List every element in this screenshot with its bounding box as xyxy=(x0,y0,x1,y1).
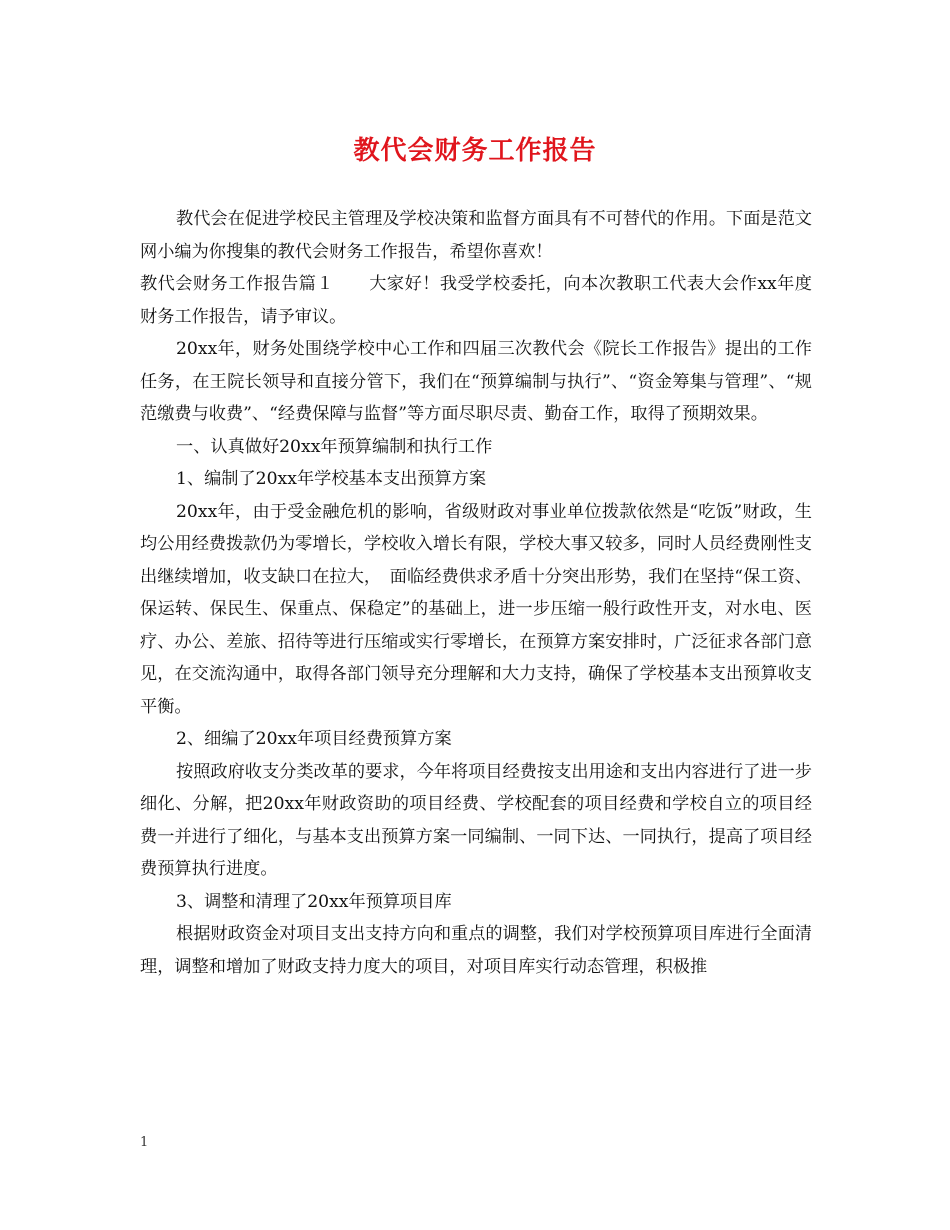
section-heading: 一、认真做好20xx年预算编制和执行工作 xyxy=(176,436,493,457)
paragraph: 20xx年，财务处围绕学校中心工作和四届三次教代会《院长工作报告》提出的工作任务，在王院长领导和直接分管下，我们在“预算编制与执行”、“资金筹集与管理”、“规范缴费与收费”、“经费保障与监督”等方面尽职尽责、勤奋工作，取得了预期效果。 xyxy=(140,339,812,424)
paragraph: 教代会在促进学校民主管理及学校决策和监督方面具有不可替代的作用。下面是范文网小编为你搜集的教代会财务工作报告，希望你喜欢！ xyxy=(140,209,812,262)
paragraph: 20xx年，由于受金融危机的影响，省级财政对事业单位拨款依然是“吃饭”财政，生均公用经费拨款仍为零增长，学校收入增长有限，学校大事又较多，同时人员经费刚性支出继续增加，收支缺口在拉大， 面临经费供求矛盾十分突出形势，我们在坚持“保工资、保运转、保民生、保重点、保稳定”的基础上，进一步压缩一般行政性开支，对水电、医疗、办公、差旅、招待等进行压缩或实行零增长，在预算方案安排时，广泛征求各部门意见，在交流沟通中，取得各部门领导充分理解和大力支持，确保了学校基本支出预算收支平衡。 xyxy=(140,501,812,717)
paragraph: 根据财政资金对项目支出支持方向和重点的调整，我们对学校预算项目库进行全面清理，调整和增加了财政支持力度大的项目，对项目库实行动态管理，积极推 xyxy=(140,924,812,977)
subsection-heading: 2、细编了20xx年项目经费预算方案 xyxy=(176,729,452,749)
paragraph: 教代会财务工作报告篇１ 大家好！我受学校委托，向本次教职工代表大会作xx年度财务工作报告，请予审议。 xyxy=(140,274,812,327)
subsection-heading: 1、编制了20xx年学校基本支出预算方案 xyxy=(176,469,487,489)
document-title: 教代会财务工作报告 xyxy=(353,136,597,166)
subsection-heading: 3、调整和清理了20xx年预算项目库 xyxy=(176,891,452,912)
document-body xyxy=(140,203,812,983)
paragraph: 按照政府收支分类改革的要求，今年将项目经费按支出用途和支出内容进行了进一步细化、分解，把20xx年财政资助的项目经费、学校配套的项目经费和学校自立的项目经费一并进行了细化，与基本支出预算方案一同编制、一同下达、一同执行，提高了项目经费预算执行进度。 xyxy=(140,761,812,879)
page-number: 1 xyxy=(140,1135,149,1150)
